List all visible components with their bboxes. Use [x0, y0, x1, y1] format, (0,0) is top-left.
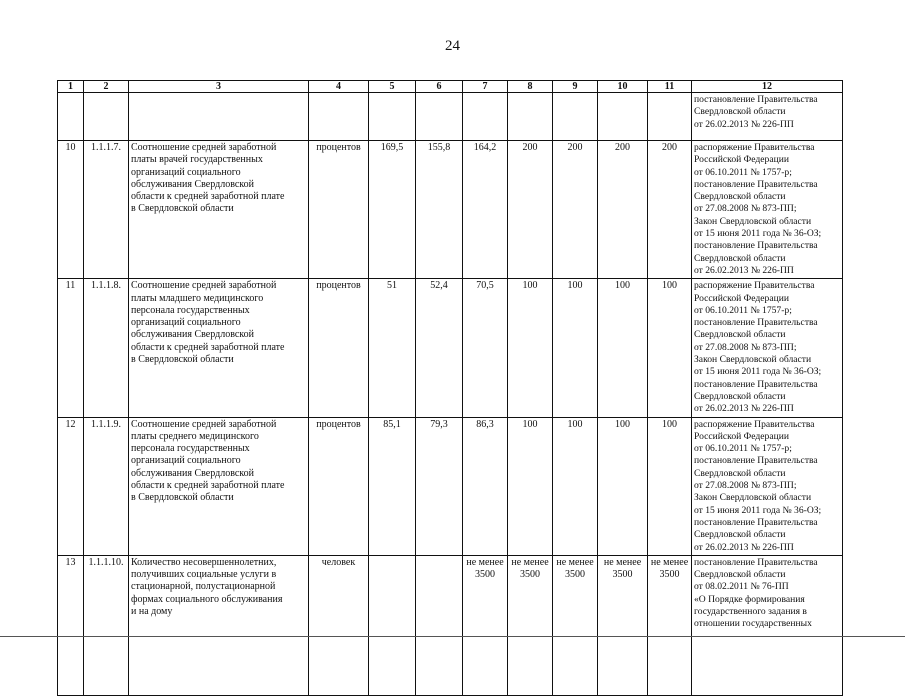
- column-number-row: [58, 81, 843, 93]
- column-header: 5: [369, 81, 416, 93]
- description-line: персонала государственных: [131, 443, 250, 455]
- description-line: в Свердловской области: [131, 492, 234, 504]
- value-line: 3500: [520, 569, 540, 581]
- column-header: 9: [553, 81, 598, 93]
- source-line: от 27.08.2008 № 873-ПП;: [694, 203, 797, 215]
- source-line: постановление Правительства: [694, 378, 818, 390]
- description-line: Соотношение средней заработной: [131, 280, 277, 292]
- indicators-table: [57, 80, 843, 696]
- description-line: Соотношение средней заработной: [131, 142, 277, 153]
- source-cell: [692, 279, 843, 417]
- table-cell: [463, 93, 508, 141]
- description-line: в Свердловской области: [131, 203, 234, 215]
- description-line: обслуживания Свердловской: [131, 329, 254, 341]
- source-line: от 06.10.2011 № 1757-р;: [694, 166, 792, 178]
- value-cell: 169,5: [369, 141, 416, 279]
- description-line: организаций социального: [131, 317, 241, 329]
- table-row: [58, 141, 843, 279]
- source-line: от 15 июня 2011 года № 36-ОЗ;: [694, 504, 822, 516]
- description-line: персонала государственных: [131, 304, 250, 316]
- value-cell: 200: [598, 141, 648, 279]
- value-cell: [508, 555, 553, 695]
- value-line: 3500: [475, 569, 495, 581]
- row-number: 13: [58, 555, 84, 695]
- description-line: обслуживания Свердловской: [131, 467, 254, 479]
- indicator-description: [129, 417, 309, 555]
- column-header: 3: [129, 81, 309, 93]
- value-cell: [648, 555, 692, 695]
- source-line: от 26.02.2013 № 226-ПП: [694, 403, 794, 415]
- source-line: отношении государственных: [694, 618, 812, 630]
- column-header: 2: [84, 81, 129, 93]
- source-line: Свердловской области: [694, 191, 786, 203]
- unit-cell: человек: [309, 555, 369, 695]
- value-line: не менее: [650, 556, 689, 568]
- source-cell: [692, 555, 843, 695]
- source-line: постановление Правительства: [694, 317, 818, 329]
- value-cell: 70,5: [463, 279, 508, 417]
- value-cell: 200: [648, 141, 692, 279]
- value-cell: [553, 555, 598, 695]
- value-cell: [369, 555, 416, 695]
- source-line: от 15 июня 2011 года № 36-ОЗ;: [694, 228, 822, 240]
- unit-cell: процентов: [309, 417, 369, 555]
- source-line: постановление Правительства: [694, 240, 818, 252]
- source-line: распоряжение Правительства: [694, 418, 815, 430]
- table-row: [58, 417, 843, 555]
- source-line: от 06.10.2011 № 1757-р;: [694, 304, 792, 316]
- source-line: Закон Свердловской области: [694, 492, 812, 504]
- indicator-code: 1.1.1.8.: [84, 279, 129, 417]
- value-cell: 100: [648, 417, 692, 555]
- source-line: постановление Правительства: [694, 516, 818, 528]
- column-header: 12: [692, 81, 843, 93]
- source-line: от 26.02.2013 № 226-ПП: [694, 264, 794, 276]
- value-cell: 85,1: [369, 417, 416, 555]
- value-cell: 100: [598, 417, 648, 555]
- source-line: Закон Свердловской области: [694, 215, 812, 227]
- table-cell: [369, 93, 416, 141]
- value-cell: 100: [553, 279, 598, 417]
- source-line: Свердловской области: [694, 390, 786, 402]
- column-header: 4: [309, 81, 369, 93]
- table-cell: [129, 93, 309, 141]
- value-cell: 100: [553, 417, 598, 555]
- description-line: области к средней заработной плате: [131, 191, 285, 203]
- indicator-code: 1.1.1.7.: [84, 141, 129, 279]
- description-line: и на дому: [131, 605, 173, 617]
- source-line: Свердловской области: [694, 569, 786, 581]
- indicator-code: 1.1.1.10.: [84, 555, 129, 695]
- value-cell: 200: [553, 141, 598, 279]
- table-row: [58, 555, 843, 695]
- value-cell: 200: [508, 141, 553, 279]
- description-line: организаций социального: [131, 455, 241, 467]
- description-line: области к средней заработной плате: [131, 480, 285, 492]
- value-cell: 155,8: [416, 141, 463, 279]
- description-line: платы врачей государственных: [131, 154, 263, 166]
- source-line: от 15 июня 2011 года № 36-ОЗ;: [694, 366, 822, 378]
- description-line: получивших социальные услуги в: [131, 569, 277, 581]
- value-line: не менее: [556, 556, 594, 568]
- source-line: от 27.08.2008 № 873-ПП;: [694, 480, 797, 492]
- source-cell: [692, 141, 843, 279]
- source-line: Российской Федерации: [694, 292, 789, 304]
- column-header: 10: [598, 81, 648, 93]
- source-line: распоряжение Правительства: [694, 142, 815, 153]
- table-cell: [648, 93, 692, 141]
- source-line: Свердловской области: [694, 252, 786, 264]
- column-header: 11: [648, 81, 692, 93]
- column-header: 1: [58, 81, 84, 93]
- source-line: Свердловской области: [694, 329, 786, 341]
- source-cell: [692, 417, 843, 555]
- description-line: области к средней заработной плате: [131, 341, 285, 353]
- indicator-description: [129, 279, 309, 417]
- table-cell: [553, 93, 598, 141]
- value-cell: 164,2: [463, 141, 508, 279]
- source-line: постановление Правительства: [694, 178, 818, 190]
- value-line: 3500: [565, 569, 585, 581]
- table-row: [58, 279, 843, 417]
- value-line: не менее: [466, 556, 504, 568]
- source-line: «О Порядке формирования: [694, 593, 805, 605]
- source-line: постановление Правительства: [694, 94, 818, 105]
- scan-edge-divider: [0, 636, 905, 637]
- description-line: стационарной, полустационарной: [131, 581, 276, 593]
- value-line: 3500: [612, 569, 633, 581]
- indicator-description: [129, 141, 309, 279]
- source-line: Свердловской области: [694, 106, 786, 118]
- source-line: распоряжение Правительства: [694, 280, 815, 292]
- column-header: 8: [508, 81, 553, 93]
- value-cell: 100: [508, 279, 553, 417]
- value-cell: [598, 555, 648, 695]
- source-cell: [692, 93, 843, 141]
- column-header: 6: [416, 81, 463, 93]
- source-line: государственного задания в: [694, 605, 807, 617]
- table-cell: [309, 93, 369, 141]
- source-line: Свердловской области: [694, 467, 786, 479]
- value-line: не менее: [603, 556, 642, 568]
- table-cell: [58, 93, 84, 141]
- value-line: 3500: [659, 569, 680, 581]
- value-cell: 86,3: [463, 417, 508, 555]
- row-number: 12: [58, 417, 84, 555]
- description-line: организаций социального: [131, 166, 241, 178]
- unit-cell: процентов: [309, 141, 369, 279]
- source-line: Закон Свердловской области: [694, 354, 812, 366]
- value-cell: [416, 555, 463, 695]
- source-line: от 26.02.2013 № 226-ПП: [694, 541, 794, 553]
- source-line: Российской Федерации: [694, 430, 789, 442]
- indicator-code: 1.1.1.9.: [84, 417, 129, 555]
- source-line: от 08.02.2011 № 76-ПП: [694, 581, 789, 593]
- description-line: формах социального обслуживания: [131, 593, 283, 605]
- table-cell: [508, 93, 553, 141]
- value-cell: 79,3: [416, 417, 463, 555]
- value-line: не менее: [511, 556, 549, 568]
- description-line: обслуживания Свердловской: [131, 178, 254, 190]
- page-number: 24: [445, 38, 460, 54]
- value-cell: 52,4: [416, 279, 463, 417]
- table-cell: [416, 93, 463, 141]
- unit-cell: процентов: [309, 279, 369, 417]
- source-line: Российской Федерации: [694, 154, 789, 166]
- row-number: 10: [58, 141, 84, 279]
- description-line: Количество несовершеннолетних,: [131, 556, 277, 568]
- source-line: от 06.10.2011 № 1757-р;: [694, 443, 792, 455]
- table-cell: [598, 93, 648, 141]
- table-cell: [84, 93, 129, 141]
- value-cell: 51: [369, 279, 416, 417]
- row-number: 11: [58, 279, 84, 417]
- description-line: платы среднего медицинского: [131, 430, 259, 442]
- description-line: в Свердловской области: [131, 354, 234, 366]
- description-line: платы младшего медицинского: [131, 292, 264, 304]
- source-line: постановление Правительства: [694, 455, 818, 467]
- column-header: 7: [463, 81, 508, 93]
- source-line: Свердловской области: [694, 529, 786, 541]
- value-cell: [463, 555, 508, 695]
- value-cell: 100: [508, 417, 553, 555]
- source-line: от 26.02.2013 № 226-ПП: [694, 118, 794, 130]
- source-line: от 27.08.2008 № 873-ПП;: [694, 341, 797, 353]
- source-line: постановление Правительства: [694, 556, 818, 568]
- description-line: Соотношение средней заработной: [131, 418, 277, 430]
- continued-row: [58, 93, 843, 141]
- indicator-description: [129, 555, 309, 695]
- value-cell: 100: [648, 279, 692, 417]
- value-cell: 100: [598, 279, 648, 417]
